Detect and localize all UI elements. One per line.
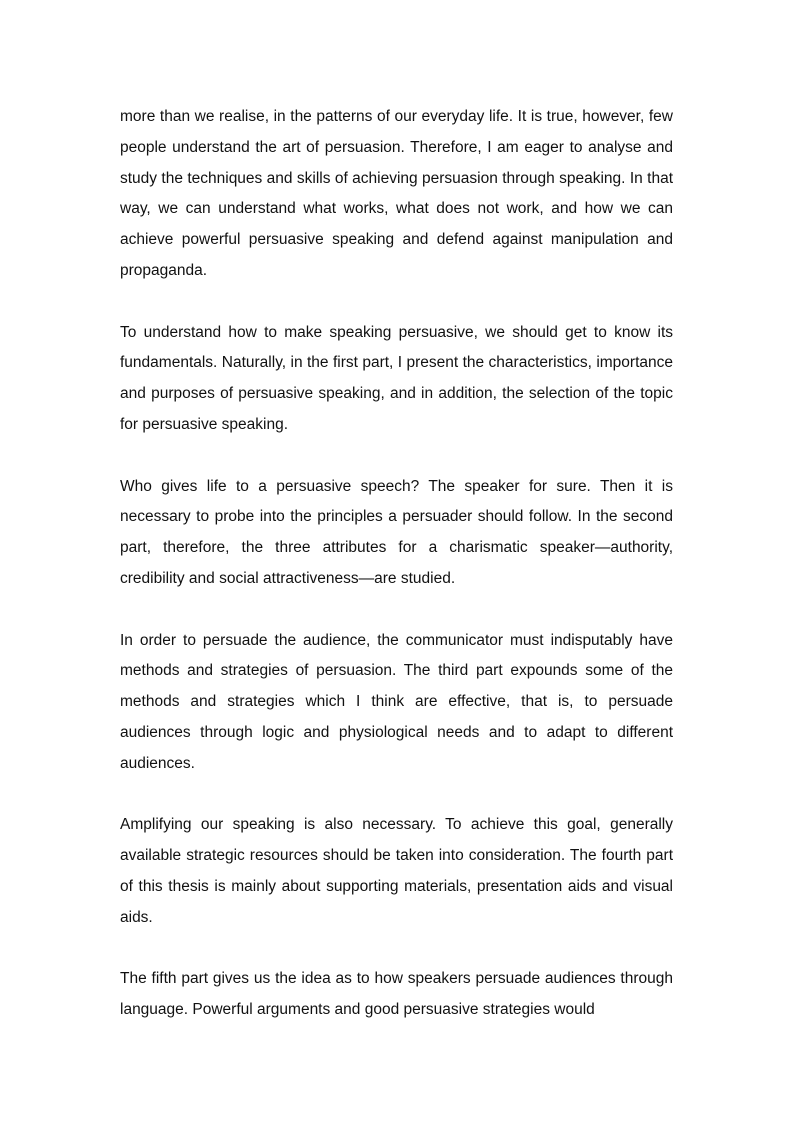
paragraph-5: Amplifying our speaking is also necessary. To achieve this goal, generally available strategic resources should be taken into consideration. The fourth part of this thesis is mainly about supporting materials, presentation aids and visual aids.	[120, 816, 673, 926]
paragraph-2: To understand how to make speaking persuasive, we should get to know its fundamentals. Naturally, in the first part, I present the characteristics, importance and purposes of persuasive speaking, and in addition, the selection of the topic for persuasive speaking.	[120, 323, 673, 433]
paragraph-4: In order to persuade the audience, the communicator must indisputably have methods and strategies of persuasion. The third part expounds some of the methods and strategies which I think are effective, that is, to persuade audiences through logic and physiological needs and to adapt to different audiences.	[120, 631, 673, 772]
paragraph-1: more than we realise, in the patterns of our everyday life. It is true, however, few people understand the art of persuasion. Therefore, I am eager to analyse and study the techniques and skills of achieving persuasion through speaking. In that way, we can understand what works, what does not work, and how we can achieve powerful persuasive speaking and defend against manipulation and propaganda.	[120, 108, 673, 279]
paragraph-3: Who gives life to a persuasive speech? The speaker for sure. Then it is necessary to probe into the principles a persuader should follow. In the second part, therefore, the three attributes for a charismatic speaker—authority, credibility and social attractiveness—are studied.	[120, 477, 673, 587]
paragraph-6: The fifth part gives us the idea as to how speakers persuade audiences through language. Powerful arguments and good persuasive strategies would	[120, 970, 673, 1019]
body-text	[120, 102, 673, 1026]
